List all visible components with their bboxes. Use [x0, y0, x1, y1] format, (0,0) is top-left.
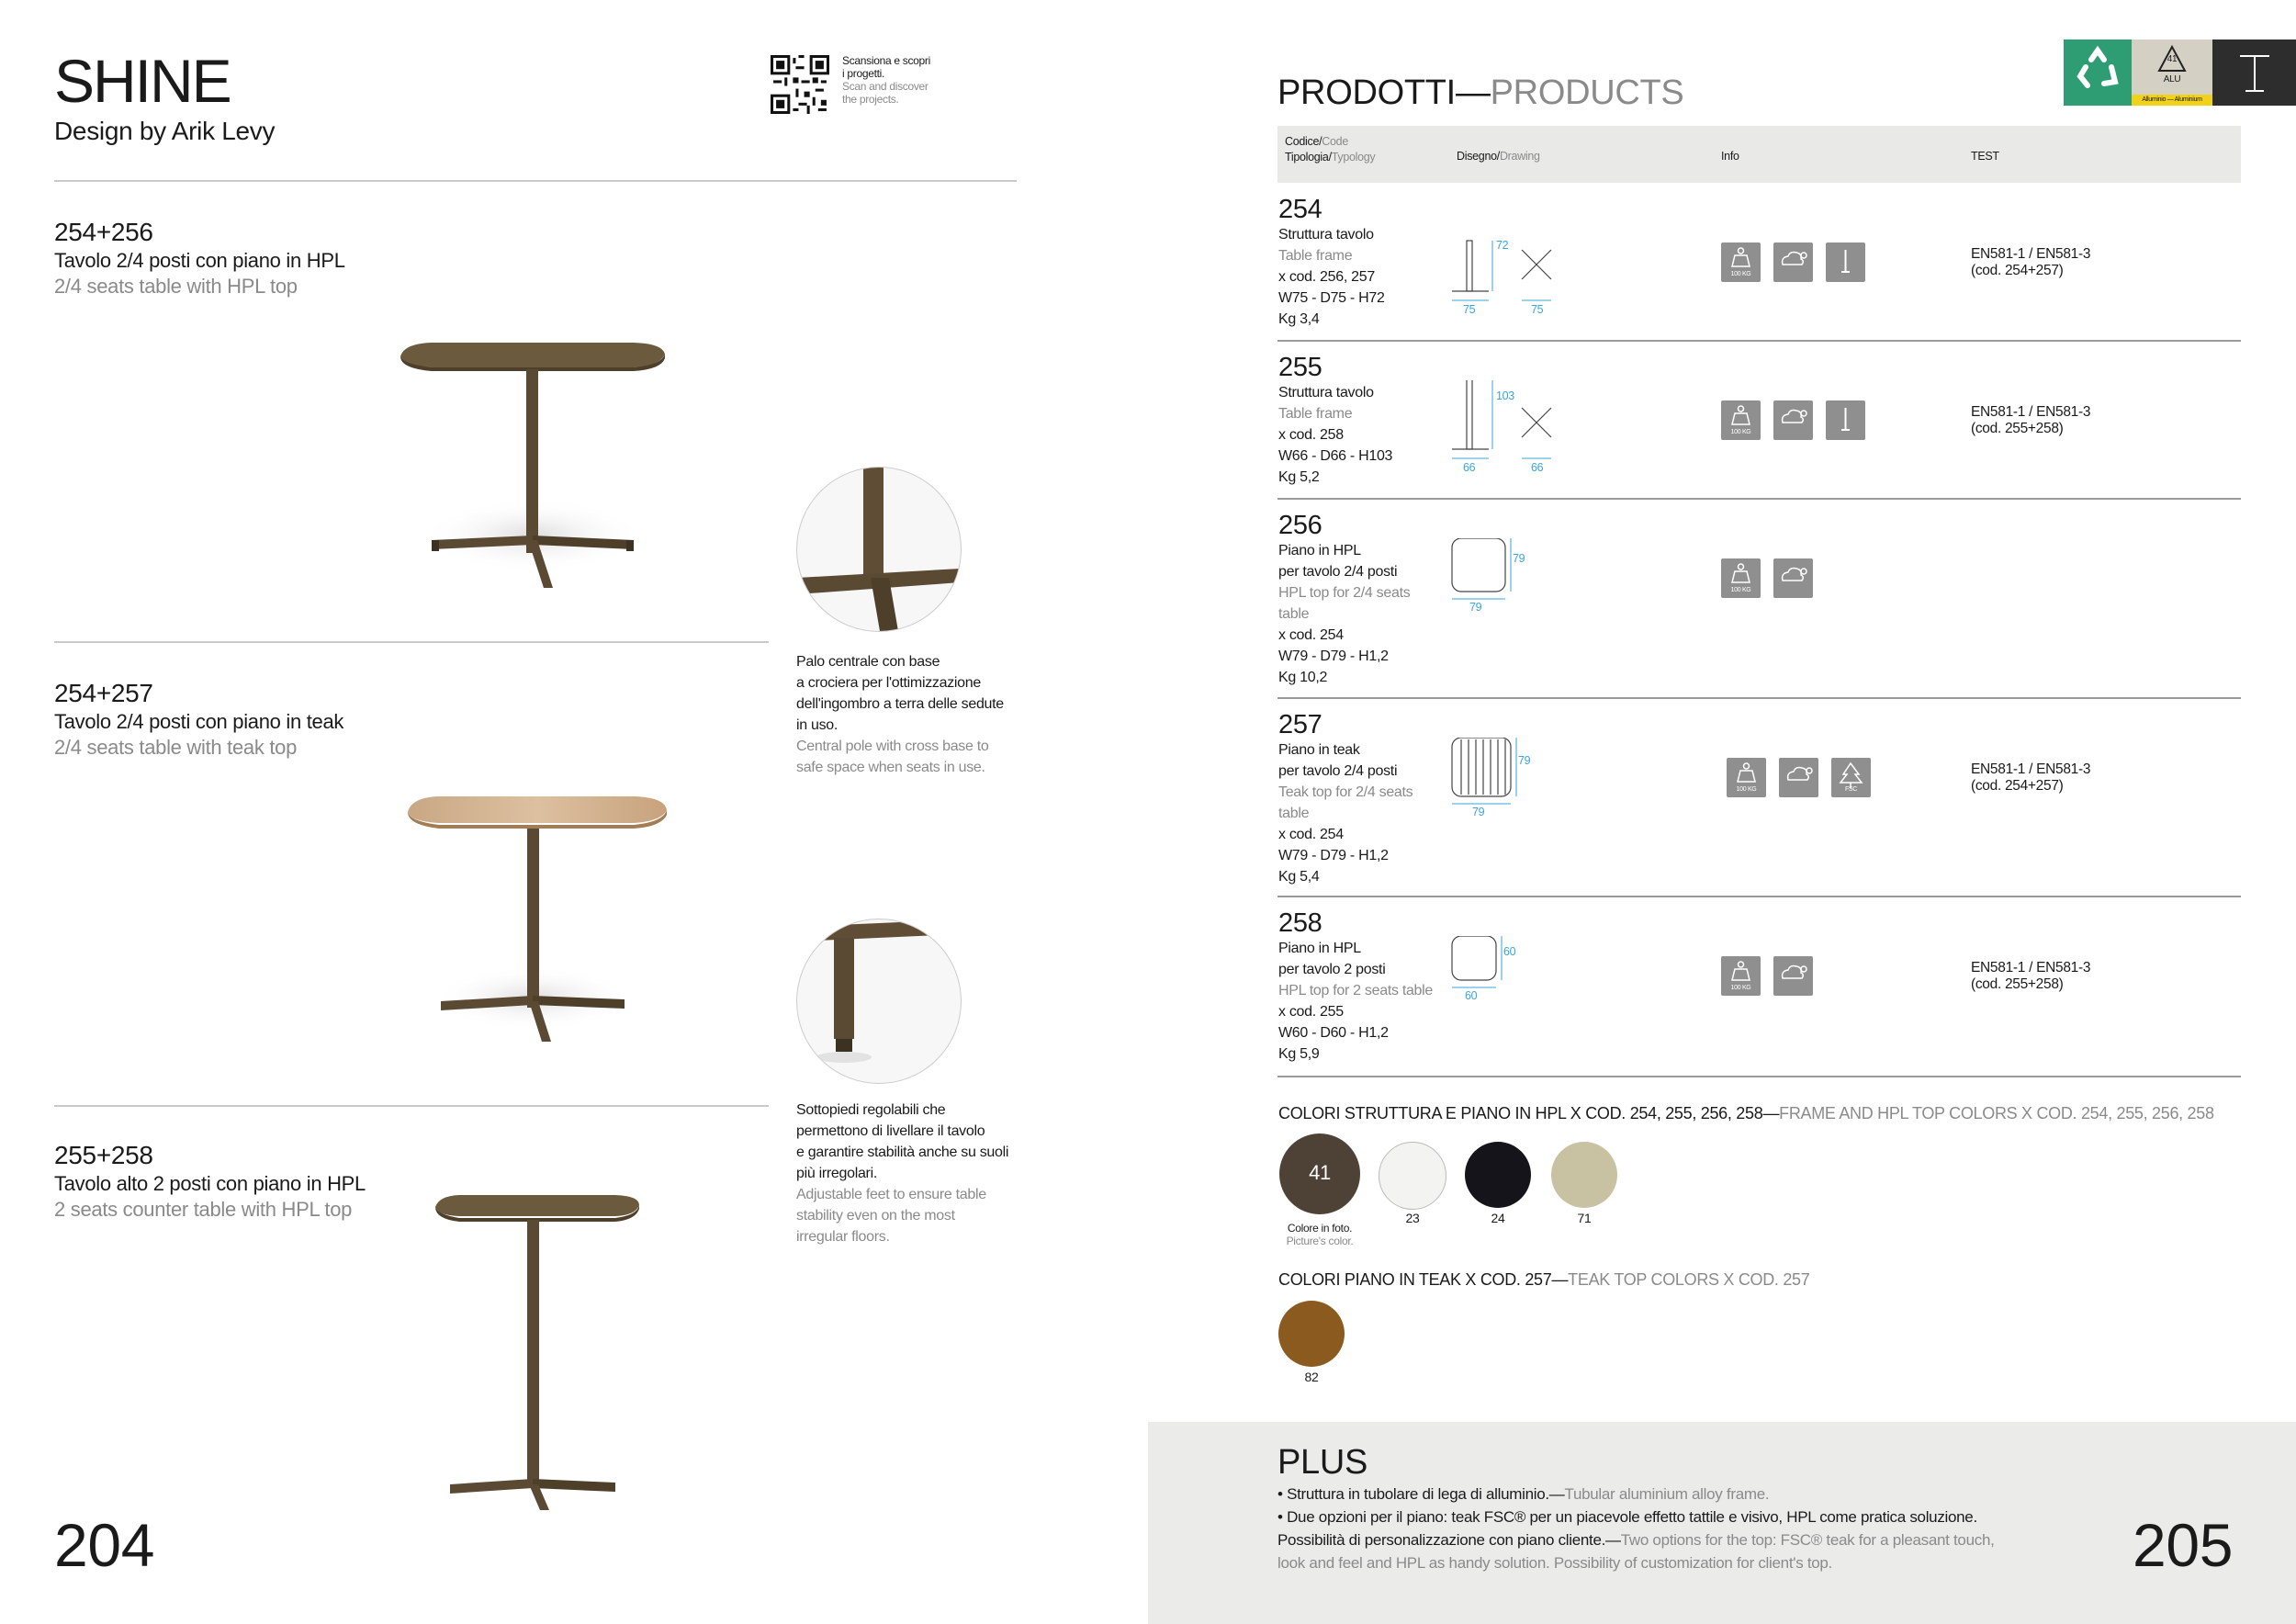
dimension-width: 60 — [1465, 989, 1478, 1002]
product-kg: Kg 5,9 — [1278, 1046, 1320, 1062]
divider — [54, 641, 769, 643]
technical-drawing — [1448, 738, 1632, 839]
header-code-en: Code — [1322, 135, 1348, 148]
header-drawing-it: Disegno/ — [1457, 150, 1500, 163]
product-text — [1278, 195, 1385, 330]
product-kg: Kg 5,4 — [1278, 869, 1320, 885]
test-standards — [1971, 960, 2090, 993]
dimension-depth: 75 — [1531, 303, 1544, 316]
product-text — [1278, 908, 1433, 1065]
product-xcod: x cod. 254 — [1278, 627, 1344, 643]
section-title-it: Tavolo 2/4 posti con piano in teak — [54, 710, 344, 733]
product-dims: W75 - D75 - H72 — [1278, 290, 1385, 306]
product-code: 255 — [1278, 353, 1322, 382]
swatch-label-82: 82 — [1304, 1370, 1319, 1384]
product-xcod: x cod. 256, 257 — [1278, 269, 1375, 285]
product-xcod: x cod. 258 — [1278, 427, 1344, 443]
header-code-it: Codice/ — [1285, 135, 1322, 148]
dimension-width: 79 — [1472, 806, 1485, 818]
row-divider — [1277, 697, 2241, 699]
test-standards — [1971, 761, 2090, 795]
dimension-height: 72 — [1496, 239, 1509, 252]
row-divider — [1277, 1076, 2241, 1077]
header-typology-it: Tipologia/ — [1285, 151, 1332, 164]
header-code-typology — [1285, 134, 1375, 165]
dimension-depth: 66 — [1531, 461, 1544, 474]
dimension-height: 103 — [1496, 389, 1514, 402]
divider — [54, 1105, 769, 1107]
test-standards — [1971, 246, 2090, 279]
product-en2: table — [1278, 806, 1310, 821]
plus-bullet2-line1: • Due opzioni per il piano: teak FSC® per un piacevole effetto tattile e visivo, HPL come pratica soluzione. — [1277, 1508, 1977, 1526]
qr-code[interactable] — [771, 55, 829, 114]
product-xcod: x cod. 254 — [1278, 827, 1344, 842]
alu-number: 41 — [2167, 54, 2178, 64]
weight-capacity-label: 100 KG — [1736, 786, 1757, 793]
technical-drawing — [1448, 936, 1632, 1037]
plus-bullet1-it: • Struttura in tubolare di lega di alluminio.— — [1277, 1485, 1565, 1503]
product-it2: per tavolo 2 posti — [1278, 962, 1386, 977]
section-title-en: 2/4 seats table with HPL top — [54, 275, 298, 298]
page-number-left: 204 — [54, 1511, 155, 1579]
weight-capacity-label: 100 KG — [1730, 985, 1751, 991]
all-weather-icon-glyph — [1773, 558, 1813, 598]
table-typology-icon — [2212, 39, 2296, 106]
dimension-height: 79 — [1513, 552, 1525, 565]
test-standard-line: EN581-1 / EN581-3 — [1971, 960, 2091, 976]
detail-image-adjustable-feet — [796, 919, 962, 1084]
product-it1: Struttura tavolo — [1278, 227, 1374, 242]
table-image-254-256 — [395, 338, 670, 600]
all-weather-icon-glyph — [1773, 242, 1813, 282]
product-en1: Table frame — [1278, 406, 1353, 422]
products-heading-sep: — — [1455, 73, 1491, 112]
plus-bullet2-line2-en: Two options for the top: FSC® teak for a pleasant touch, — [1620, 1531, 1995, 1549]
dimension-width: 75 — [1463, 303, 1476, 316]
caption-line-it: permettono di livellare il tavolo — [796, 1123, 985, 1139]
caption-line-it: più irregolari. — [796, 1166, 877, 1181]
section-title-en: 2 seats counter table with HPL top — [54, 1198, 353, 1221]
test-standard-codes: (cod. 254+257) — [1971, 778, 2064, 794]
header-drawing — [1457, 149, 1540, 164]
all-weather-icon — [1773, 956, 1813, 996]
products-heading-en: PRODUCTS — [1490, 73, 1684, 112]
qr-caption-line: the projects. — [842, 93, 899, 106]
qr-caption-line: i progetti. — [842, 67, 885, 80]
picture-color-note-it: Colore in foto. — [1287, 1222, 1353, 1235]
colors-teak-heading-en: TEAK TOP COLORS X COD. 257 — [1568, 1270, 1810, 1289]
pole-icon — [1826, 400, 1865, 440]
weight-capacity-icon — [1721, 558, 1761, 598]
plus-bullets — [1277, 1483, 1995, 1574]
row-divider — [1277, 498, 2241, 500]
swatch-label-24: 24 — [1491, 1211, 1505, 1225]
qr-caption-line: Scan and discover — [842, 80, 929, 93]
product-xcod: x cod. 255 — [1278, 1004, 1344, 1020]
pole-icon-glyph — [1826, 400, 1865, 440]
caption-line-en: irregular floors. — [796, 1229, 890, 1245]
all-weather-icon — [1773, 400, 1813, 440]
weight-capacity-label: 100 KG — [1730, 429, 1751, 435]
recycle-badge — [2064, 39, 2132, 106]
colors-frame-heading-sep: — — [1762, 1104, 1780, 1122]
product-code: 254 — [1278, 195, 1322, 224]
header-test: TEST — [1971, 150, 1999, 163]
divider — [54, 180, 1017, 182]
products-heading — [1277, 73, 1683, 113]
section-code: 255+258 — [54, 1141, 153, 1169]
plus-bullet1-en: Tubular aluminium alloy frame. — [1564, 1485, 1770, 1503]
caption-line-it: e garantire stabilità anche su suoli — [796, 1145, 1009, 1160]
product-text — [1278, 353, 1392, 488]
caption-line-en: stability even on the most — [796, 1208, 955, 1224]
product-it2: per tavolo 2/4 posti — [1278, 763, 1398, 779]
test-standard-line: EN581-1 / EN581-3 — [1971, 761, 2091, 777]
color-swatch-23[interactable] — [1379, 1142, 1446, 1210]
plus-title: PLUS — [1277, 1443, 1368, 1482]
all-weather-icon-glyph — [1773, 956, 1813, 996]
product-dims: W66 - D66 - H103 — [1278, 448, 1393, 464]
pole-icon-glyph — [1826, 242, 1865, 282]
test-standard-codes: (cod. 254+257) — [1971, 263, 2064, 278]
product-drawing — [1448, 538, 1632, 639]
alu-text: ALU — [2163, 74, 2181, 85]
weight-capacity-icon — [1721, 400, 1761, 440]
product-en1: HPL top for 2/4 seats — [1278, 585, 1411, 601]
all-weather-icon-glyph — [1779, 758, 1818, 797]
caption-line-it: a crociera per l'ottimizzazione — [796, 675, 981, 691]
row-divider — [1277, 896, 2241, 897]
section-254-257 — [54, 678, 343, 761]
brand-title: SHINE — [54, 47, 231, 115]
pole-icon — [1826, 242, 1865, 282]
weight-capacity-icon — [1721, 242, 1761, 282]
table-image-255-258 — [432, 1192, 643, 1518]
all-weather-icon — [1773, 558, 1813, 598]
product-kg: Kg 3,4 — [1278, 311, 1320, 327]
detail-image-cross-base — [796, 467, 962, 632]
typology-badge — [2212, 39, 2296, 106]
product-dims: W79 - D79 - H1,2 — [1278, 848, 1389, 863]
product-en1: Table frame — [1278, 248, 1353, 264]
test-standard-line: EN581-1 / EN581-3 — [1971, 246, 2091, 262]
color-swatch-41[interactable] — [1279, 1133, 1360, 1214]
color-swatch-82[interactable] — [1278, 1301, 1345, 1367]
colors-teak-heading-it: COLORI PIANO IN TEAK X COD. 257 — [1278, 1270, 1552, 1289]
page-number-right: 205 — [2133, 1511, 2234, 1579]
weight-capacity-icon — [1721, 956, 1761, 996]
product-en1: Teak top for 2/4 seats — [1278, 784, 1413, 800]
header-drawing-en: Drawing — [1499, 150, 1540, 163]
designer-credit: Design by Arik Levy — [54, 117, 276, 145]
colors-frame-heading-it: COLORI STRUTTURA E PIANO IN HPL X COD. 254, 255, 256, 258 — [1278, 1104, 1763, 1122]
product-text — [1278, 710, 1412, 887]
table-image-254-257 — [404, 792, 670, 1054]
caption-line-en: safe space when seats in use. — [796, 760, 985, 775]
caption-line-it: Sottopiedi regolabili che — [796, 1102, 946, 1118]
section-title-it: Tavolo alto 2 posti con piano in HPL — [54, 1172, 366, 1195]
plus-bullet2-line3: look and feel and HPL as handy solution. Possibility of customization for client's top. — [1277, 1554, 1832, 1572]
caption-line-it: in uso. — [796, 717, 838, 733]
test-standard-line: EN581-1 / EN581-3 — [1971, 404, 2091, 420]
section-title-en: 2/4 seats table with teak top — [54, 736, 298, 759]
weight-capacity-icon — [1727, 758, 1766, 797]
product-drawing — [1448, 936, 1632, 1037]
fsc-label: FSC — [1844, 786, 1858, 793]
product-dims: W79 - D79 - H1,2 — [1278, 648, 1389, 664]
header-info: Info — [1721, 150, 1739, 163]
product-code: 257 — [1278, 710, 1322, 739]
detail-caption-cross-base — [796, 651, 1004, 778]
all-weather-icon — [1779, 758, 1818, 797]
caption-line-en: Adjustable feet to ensure table — [796, 1187, 986, 1202]
product-text — [1278, 511, 1410, 688]
weight-capacity-label: 100 KG — [1730, 271, 1751, 277]
picture-color-note — [1273, 1222, 1367, 1247]
caption-line-it: Palo centrale con base — [796, 654, 940, 670]
product-dims: W60 - D60 - H1,2 — [1278, 1025, 1389, 1041]
section-255-258 — [54, 1140, 366, 1223]
colors-teak-heading-sep: — — [1551, 1270, 1569, 1289]
colors-frame-heading — [1278, 1104, 2214, 1123]
product-it1: Piano in teak — [1278, 742, 1360, 758]
swatch-label-71: 71 — [1577, 1211, 1592, 1225]
product-it1: Piano in HPL — [1278, 543, 1361, 558]
alu-label: Alluminio — Aluminium — [2132, 95, 2212, 106]
product-it1: Piano in HPL — [1278, 941, 1361, 956]
section-title-it: Tavolo 2/4 posti con piano in HPL — [54, 249, 345, 272]
product-kg: Kg 10,2 — [1278, 670, 1328, 685]
product-en1: HPL top for 2 seats table — [1278, 983, 1434, 998]
color-swatch-71[interactable] — [1551, 1142, 1617, 1208]
dimension-width: 66 — [1463, 461, 1476, 474]
weight-capacity-label: 100 KG — [1730, 587, 1751, 593]
section-code: 254+257 — [54, 679, 153, 707]
all-weather-icon — [1773, 242, 1813, 282]
swatch-label-41: 41 — [1309, 1161, 1331, 1184]
qr-caption — [842, 54, 930, 106]
dimension-height: 79 — [1518, 754, 1531, 767]
colors-frame-heading-en: FRAME AND HPL TOP COLORS X COD. 254, 255, 256, 258 — [1779, 1104, 2214, 1122]
fsc-certified-icon — [1831, 758, 1871, 797]
section-254-256 — [54, 217, 345, 299]
header-typology-en: Typology — [1331, 151, 1376, 164]
recycle-icon — [2064, 39, 2132, 106]
technical-drawing — [1448, 538, 1632, 639]
product-kg: Kg 5,2 — [1278, 469, 1320, 485]
caption-line-it: dell'ingombro a terra delle sedute — [796, 696, 1004, 712]
test-standard-codes: (cod. 255+258) — [1971, 421, 2064, 436]
product-code: 258 — [1278, 908, 1322, 938]
plus-bullet2-line2-it: Possibilità di personalizzazione con piano cliente.— — [1277, 1531, 1621, 1549]
product-drawing — [1448, 738, 1632, 839]
dimension-width: 79 — [1469, 601, 1482, 614]
product-en2: table — [1278, 606, 1310, 622]
test-standard-codes: (cod. 255+258) — [1971, 976, 2064, 992]
product-it2: per tavolo 2/4 posti — [1278, 564, 1398, 580]
colors-teak-heading — [1278, 1270, 1809, 1290]
test-standards — [1971, 404, 2090, 437]
product-code: 256 — [1278, 511, 1322, 540]
product-it1: Struttura tavolo — [1278, 385, 1374, 400]
caption-line-en: Central pole with cross base to — [796, 739, 989, 754]
all-weather-icon-glyph — [1773, 400, 1813, 440]
qr-caption-line: Scansiona e scopri — [842, 54, 930, 67]
picture-color-note-en: Picture's color. — [1286, 1235, 1354, 1247]
products-table-header — [1277, 126, 2241, 183]
aluminium-badge — [2132, 39, 2212, 106]
color-swatch-24[interactable] — [1465, 1142, 1531, 1208]
detail-caption-adjustable-feet — [796, 1100, 1008, 1247]
dimension-height: 60 — [1503, 945, 1516, 958]
section-code: 254+256 — [54, 218, 153, 246]
products-heading-it: PRODOTTI — [1277, 73, 1456, 112]
row-divider — [1277, 340, 2241, 342]
swatch-label-23: 23 — [1405, 1211, 1420, 1225]
